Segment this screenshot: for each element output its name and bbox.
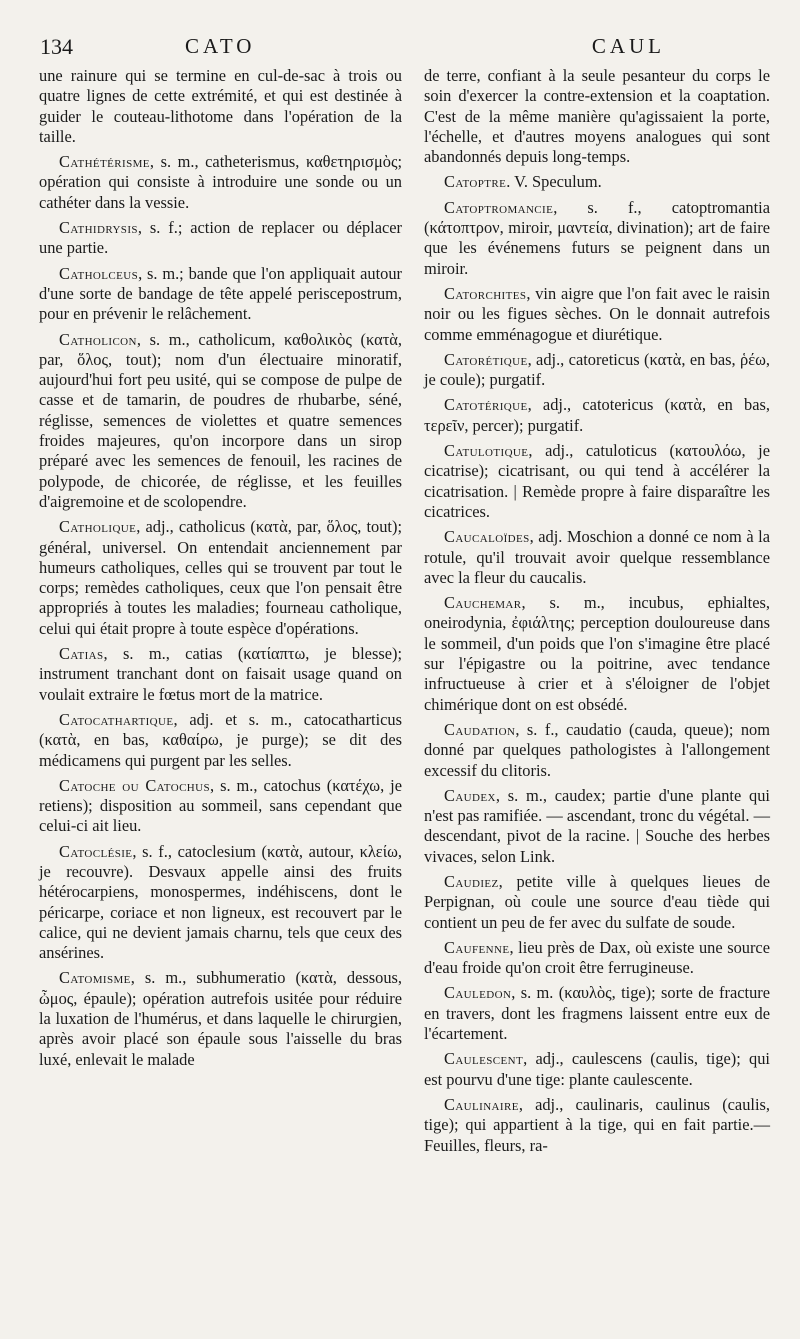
entry-headword: Catholicon [59,329,137,349]
dictionary-entry [424,938,770,979]
dictionary-entry [39,968,402,1069]
entry-headword: Catomisme [59,968,131,988]
dictionary-entry [424,983,770,1044]
entry-headword: Catotérique [444,395,528,415]
entry-text: de terre, confiant à la seule pesanteur du corps le soin d'exercer la contre-extension et la coaptation. C'est de la même manière qu'agissaient la porte, l'échelle, et d'autres moyens analogues qui sont abandonnés depuis long-temps. [424,66,770,167]
dictionary-entry [424,872,770,933]
dictionary-entry [424,198,770,279]
dictionary-entry [39,218,402,259]
entry-text: , vin aigre que l'on fait avec le raisin noir ou les figues sèches. On le donnait autrefois comme emménagogue et diurétique. [424,283,770,344]
entry-headword: Catulotique [444,441,529,461]
entry-text: , adj., caulescens (caulis, tige); qui est pourvu d'une tige: plante caulescente. [424,1049,770,1089]
entry-headword: Caudex [444,785,496,805]
dictionary-entry [424,720,770,781]
entry-headword: Caulinaire [444,1094,519,1114]
entry-text: , adj., catuloticus (κατουλόω, je cicatrise); cicatrisant, ou qui tend à accélérer la cicatrisation. | Remède propre à faire disparaître les cicatrices. [424,441,770,521]
entry-text: , s. m., subhumeratio (κατὰ, dessous, ὦμος, épaule); opération autrefois usitée pour réduire la luxation de l'humérus, et dans laquelle le chirurgien, après avoir placé son épaule sous l'aisselle du bras luxé, enlevait le malade [39,968,402,1069]
entry-text: , s. f., caudatio (cauda, queue); nom donné par quelques pathologistes à l'allongement excessif du clitoris. [424,719,770,780]
entry-text: , adj., catholicus (κατὰ, par, ὅλος, tout); général, universel. On entendait anciennement par humeurs catholiques, celles qui se trouvent par tout le corps; remèdes catholiques, ceux que l'on pensait être appropriés à toutes les maladies; fourneau catholique, celui qui était propre à toute espèce d'opérations. [39,517,402,638]
entry-headword: Catoclésie [59,841,133,861]
entry-text: , s. f.; action de replacer ou déplacer une partie. [39,218,402,258]
entry-text: , s. m., catias (κατίαπτω, je blesse); instrument tranchant dont on faisait usage quand on voulait extraire le fœtus mort de la matrice. [39,644,402,704]
entry-headword: Cathidrysis [59,218,138,238]
entry-headword: Caufenne [444,937,510,957]
dictionary-entry [39,842,402,964]
left-column [39,66,402,1075]
entry-text: , s. m., catochus (κατέχω, je retiens); disposition au sommeil, sans cependant que celui-ci ait lieu. [39,775,402,836]
entry-headword: Caudation [444,719,516,739]
running-head-right: CAUL [591,34,665,58]
entry-text: , adj. Moschion a donné ce nom à la rotule, qu'il trouvait avoir quelque ressemblance avec la fleur du caucalis. [424,527,770,587]
page-number: 134 [40,34,73,59]
entry-headword: Catocathartique [59,709,174,729]
dictionary-entry [424,395,770,436]
entry-text: , s. m., catheterismus, καθετηρισμὸς; opération qui consiste à introduire une sonde ou un cathéter dans la vessie. [39,152,402,212]
entry-headword: Catholique [59,517,137,537]
dictionary-entry [39,644,402,705]
entry-text: , s. f., catoptromantia (κάτοπτρον, miroir, μαντεία, divination); art de faire que les événemens futurs se peignent dans un miroir. [424,197,770,278]
entry-headword: Catoche ou Catochus [59,775,211,795]
entry-text: , s. m. (καυλὸς, tige); sorte de fracture en travers, dont les fragmens laissent entre eux de l'écartement. [424,983,770,1044]
entry-text: une rainure qui se termine en cul-de-sac à trois ou quatre lignes de cette extrémité, et qui est destinée à guider le couteau-lithotome dans l'opération de la taille. [39,66,402,146]
dictionary-entry [39,152,402,213]
right-column [424,66,770,1161]
running-head-left: CATO [185,34,256,58]
entry-headword: Catias [59,644,104,664]
entry-headword: Cauchemar [444,593,522,613]
entry-text: , lieu près de Dax, où existe une source d'eau froide qu'on croit être ferrugineuse. [424,937,770,978]
dictionary-entry [424,284,770,345]
dictionary-entry [424,172,770,192]
entry-text: , adj., caulinaris, caulinus (caulis, tige); qui appartient à la tige, qui en fait partie.—Feuilles, fleurs, ra- [424,1094,770,1155]
dictionary-entry [424,350,770,391]
dictionary-entry [424,527,770,588]
entry-headword: Catoptromancie [444,197,554,217]
entry-headword: Catorétique [444,349,528,369]
entry-text: , adj. et s. m., catocatharticus (κατὰ, en bas, καθαίρω, je purge); se dit des médicamens qui purgent par les selles. [39,709,402,770]
dictionary-entry [39,517,402,639]
continued-text [39,66,402,147]
dictionary-entry [424,593,770,715]
entry-text: , petite ville à quelques lieues de Perpignan, où coule une source d'eau tiède qui contient un peu de fer avec du sulfate de soude. [424,871,770,932]
dictionary-entry [424,441,770,522]
dictionary-entry [424,1095,770,1156]
entry-text: , s. m.; bande que l'on appliquait autour d'une sorte de bandage de tête appelé periscepostrum, pour en prévenir le relâchement. [39,263,402,324]
entry-text: , s. m., catholicum, καθολικὸς (κατὰ, par, ὅλος, tout); nom d'un électuaire minoratif, aujourd'hui fort peu usité, qui se compose de pulpe de casse et de tamarin, de poudres de rhubarbe, séné, réglisse, semences de violettes et quatre semences froides majeures, qu'on incorpore dans un sirop préparé avec les semences de fenouil, les racines de polypode, de chicorée, de réglisse, et les feuilles d'aigremoine et de scolopendre. [39,329,402,511]
entry-text: , s. m., incubus, ephialtes, oneirodynia, ἐφιάλτης; perception douloureuse dans le sommeil, d'un poids que l'on s'imagine être placé sur l'épigastre ou la poitrine, avec tendance infructueuse à crier et à s'éloigner de l'objet chimérique dont on est obsédé. [424,593,770,714]
entry-text: , adj., catoreticus (κατὰ, en bas, ῥέω, je coule); purgatif. [424,349,770,390]
entry-headword: Caulescent [444,1049,524,1069]
entry-headword: Catoptre [444,172,507,192]
entry-text: . V. Speculum. [506,172,602,192]
entry-text: , adj., catotericus (κατὰ, en bas, τερεῖν, percer); purgatif. [424,395,770,435]
page-header [40,34,770,64]
continued-text [424,66,770,167]
dictionary-entry [39,330,402,513]
dictionary-entry [39,776,402,837]
dictionary-entry [424,786,770,867]
entry-headword: Cathétérisme [59,152,150,172]
entry-headword: Catholceus [59,263,139,283]
dictionary-entry [39,710,402,771]
entry-text: , s. f., catoclesium (κατὰ, autour, κλείω, je recouvre). Desvaux appelle ainsi des fruits hétérocarpiens, monospermes, indéhiscens, dont le péricarpe, coriace et non ligneux, est recouvert par le calice, qui ne devient jamais charnu, tels que ceux des ansérines. [39,841,402,963]
entry-headword: Catorchites [444,283,527,303]
entry-headword: Cauledon [444,983,512,1003]
dictionary-entry [39,264,402,325]
entry-headword: Caucaloïdes [444,527,530,547]
entry-text: , s. m., caudex; partie d'une plante qui n'est pas ramifiée. — ascendant, tronc du végétal. — descendant, pivot de la racine. | Souche des herbes vivaces, selon Link. [424,785,770,866]
dictionary-entry [424,1049,770,1090]
entry-headword: Caudiez [444,871,499,891]
